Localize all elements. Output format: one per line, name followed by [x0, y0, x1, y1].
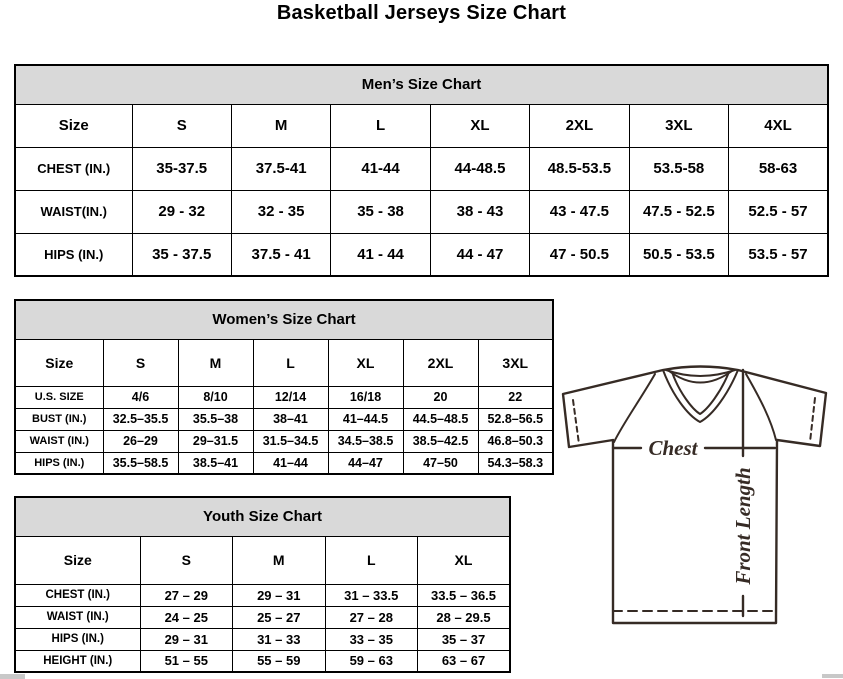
size-value: 35 – 37 — [418, 628, 511, 650]
size-value: 44–47 — [328, 452, 403, 474]
table-row — [15, 452, 553, 474]
size-value: 59 – 63 — [325, 650, 418, 672]
size-value: 27 – 28 — [325, 606, 418, 628]
mens-chart-title: Men’s Size Chart — [15, 65, 828, 104]
size-value: 29–31.5 — [178, 430, 253, 452]
size-value: 38.5–42.5 — [403, 430, 478, 452]
size-value: 52.5 - 57 — [729, 190, 828, 233]
column-header: S — [103, 339, 178, 386]
column-header: 4XL — [729, 104, 828, 147]
size-value: 35 - 38 — [331, 190, 430, 233]
size-value: 32 - 35 — [231, 190, 330, 233]
size-value: 20 — [403, 386, 478, 408]
size-value: 12/14 — [253, 386, 328, 408]
row-label: HEIGHT (IN.) — [15, 650, 140, 672]
size-value: 47–50 — [403, 452, 478, 474]
size-value: 44.5–48.5 — [403, 408, 478, 430]
table-row — [15, 386, 553, 408]
column-header-row — [15, 536, 510, 584]
size-value: 44 - 47 — [430, 233, 529, 276]
size-value: 38.5–41 — [178, 452, 253, 474]
jersey-outline — [563, 367, 826, 624]
table-row — [15, 628, 510, 650]
size-column-label: Size — [15, 339, 103, 386]
table-row — [15, 233, 828, 276]
column-header: L — [325, 536, 418, 584]
size-value: 35.5–38 — [178, 408, 253, 430]
column-header: S — [132, 104, 231, 147]
row-label: U.S. SIZE — [15, 386, 103, 408]
size-value: 41-44 — [331, 147, 430, 190]
size-value: 47 - 50.5 — [530, 233, 629, 276]
row-label: CHEST (IN.) — [15, 147, 132, 190]
row-label: HIPS (IN.) — [15, 452, 103, 474]
size-value: 35.5–58.5 — [103, 452, 178, 474]
table-row — [15, 147, 828, 190]
size-value: 41 - 44 — [331, 233, 430, 276]
column-header: XL — [418, 536, 511, 584]
front-length-measure-label: Front Length — [731, 467, 755, 585]
column-header: M — [178, 339, 253, 386]
size-value: 51 – 55 — [140, 650, 233, 672]
column-header-row — [15, 104, 828, 147]
size-value: 32.5–35.5 — [103, 408, 178, 430]
size-value: 8/10 — [178, 386, 253, 408]
size-value: 29 – 31 — [140, 628, 233, 650]
size-value: 44-48.5 — [430, 147, 529, 190]
size-value: 38–41 — [253, 408, 328, 430]
size-value: 37.5 - 41 — [231, 233, 330, 276]
size-value: 52.8–56.5 — [478, 408, 553, 430]
column-header: L — [331, 104, 430, 147]
size-value: 48.5-53.5 — [530, 147, 629, 190]
chest-measure-label: Chest — [648, 436, 698, 460]
size-value: 16/18 — [328, 386, 403, 408]
size-value: 35 - 37.5 — [132, 233, 231, 276]
row-label: CHEST (IN.) — [15, 584, 140, 606]
size-value: 31.5–34.5 — [253, 430, 328, 452]
size-value: 43 - 47.5 — [530, 190, 629, 233]
table-row — [15, 584, 510, 606]
row-label: WAIST (IN.) — [15, 430, 103, 452]
column-header: M — [233, 536, 326, 584]
size-value: 53.5 - 57 — [729, 233, 828, 276]
size-value: 37.5-41 — [231, 147, 330, 190]
table-row — [15, 650, 510, 672]
column-header: 2XL — [403, 339, 478, 386]
column-header: XL — [328, 339, 403, 386]
size-value: 41–44.5 — [328, 408, 403, 430]
womens-size-table — [14, 299, 554, 475]
table-row — [15, 408, 553, 430]
size-value: 55 – 59 — [233, 650, 326, 672]
size-value: 29 – 31 — [233, 584, 326, 606]
size-column-label: Size — [15, 536, 140, 584]
size-value: 35-37.5 — [132, 147, 231, 190]
size-value: 27 – 29 — [140, 584, 233, 606]
size-value: 63 – 67 — [418, 650, 511, 672]
row-label: HIPS (IN.) — [15, 628, 140, 650]
size-value: 33 – 35 — [325, 628, 418, 650]
column-header: XL — [430, 104, 529, 147]
size-column-label: Size — [15, 104, 132, 147]
size-value: 50.5 - 53.5 — [629, 233, 728, 276]
mens-size-table — [14, 64, 829, 277]
size-value: 29 - 32 — [132, 190, 231, 233]
horizontal-scrollbar-fragment-left[interactable] — [0, 674, 25, 679]
column-header: S — [140, 536, 233, 584]
size-value: 31 – 33.5 — [325, 584, 418, 606]
column-header: 2XL — [530, 104, 629, 147]
youth-size-table — [14, 496, 511, 673]
size-value: 25 – 27 — [233, 606, 326, 628]
column-header: M — [231, 104, 330, 147]
column-header: 3XL — [629, 104, 728, 147]
row-label: WAIST(IN.) — [15, 190, 132, 233]
size-value: 28 – 29.5 — [418, 606, 511, 628]
row-label: BUST (IN.) — [15, 408, 103, 430]
page-title: Basketball Jerseys Size Chart — [276, 2, 567, 24]
size-value: 31 – 33 — [233, 628, 326, 650]
size-value: 4/6 — [103, 386, 178, 408]
size-value: 33.5 – 36.5 — [418, 584, 511, 606]
womens-chart-title: Women’s Size Chart — [15, 300, 553, 339]
horizontal-scrollbar-fragment-right[interactable] — [822, 674, 843, 678]
table-row — [15, 606, 510, 628]
size-value: 58-63 — [729, 147, 828, 190]
size-value: 34.5–38.5 — [328, 430, 403, 452]
row-label: HIPS (IN.) — [15, 233, 132, 276]
table-row — [15, 430, 553, 452]
row-label: WAIST (IN.) — [15, 606, 140, 628]
column-header-row — [15, 339, 553, 386]
size-value: 53.5-58 — [629, 147, 728, 190]
column-header: 3XL — [478, 339, 553, 386]
size-value: 46.8–50.3 — [478, 430, 553, 452]
size-value: 41–44 — [253, 452, 328, 474]
table-row — [15, 190, 828, 233]
jersey-measurement-diagram — [556, 358, 838, 628]
size-value: 26–29 — [103, 430, 178, 452]
size-value: 22 — [478, 386, 553, 408]
youth-chart-title: Youth Size Chart — [15, 497, 510, 536]
size-value: 54.3–58.3 — [478, 452, 553, 474]
column-header: L — [253, 339, 328, 386]
size-value: 38 - 43 — [430, 190, 529, 233]
size-value: 47.5 - 52.5 — [629, 190, 728, 233]
size-value: 24 – 25 — [140, 606, 233, 628]
